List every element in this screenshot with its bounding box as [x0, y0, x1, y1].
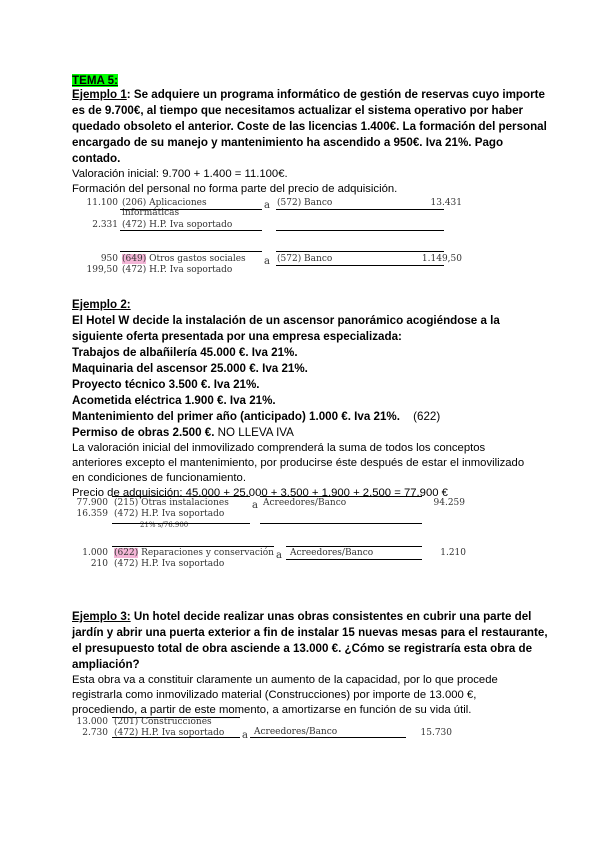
journal-entry-2-2: 1.000 (622) Reparaciones y conservación 210 (472) H.P. Iva soportado a Acreedores/Banco 1.210 — [82, 548, 466, 569]
journal-entry-2-1: 77.900 (215) Otras instalaciones 16.359 (472) H.P. Iva soportado 21% s/76.900 a Acreedores/Banco 94.259 — [76, 498, 465, 529]
example-2-text-3: Precio de adquisición: 45.000 + 25.000 + 3.500 + 1.900 + 2.500 = 77.900 € — [72, 487, 448, 499]
example-1-line-0: Ejemplo 1: Se adquiere un programa informático de gestión de reservas cuyo importe — [72, 88, 545, 101]
example-1-line-1: es de 9.700€, al tiempo que necesitamos actualizar el sistema operativo por haber — [72, 104, 524, 117]
example-3-line-1: jardín y abrir una puerta exterior a fin de instalar 15 nuevas mesas para el restaurante, — [72, 626, 548, 639]
entry-rule — [276, 251, 444, 252]
entry-rule — [276, 230, 444, 231]
example-3-text-0: Esta obra va a constituir claramente un aumento de la capacidad, por lo que procede — [72, 674, 498, 686]
entry-rule — [120, 209, 262, 210]
example-3-text-1: registrarla como inmovilizado material (Construcciones) por importe de 13.000 €, — [72, 689, 477, 701]
entry-rule — [276, 265, 444, 266]
section-title: TEMA 5: — [72, 74, 118, 87]
entry-rule — [112, 737, 240, 738]
entry-rule — [286, 546, 422, 547]
example-3-line-2: el presupuesto total de obra asciende a 13.000 €. ¿Cómo se registraría esta obra de — [72, 642, 533, 655]
entry-rule — [120, 230, 262, 231]
entry-rule — [112, 496, 250, 497]
example-3-line-3: ampliación? — [72, 658, 140, 671]
example-3-label: Ejemplo 3: — [72, 610, 131, 623]
example-1-line-3: encargado de su manejo y mantenimiento ha ascendido a 950€. Iva 21%. Pago — [72, 136, 504, 149]
example-2-line-4: Proyecto técnico 3.500 €. Iva 21%. — [72, 378, 260, 391]
example-2-line-2: Trabajos de albañilería 45.000 €. Iva 21%. — [72, 346, 298, 359]
entry-rule — [250, 737, 406, 738]
entry-rule — [112, 546, 274, 547]
example-2-text-0: La valoración inicial del inmovilizado comprenderá la suma de todos los conceptos — [72, 442, 486, 454]
example-2-label: Ejemplo 2: — [72, 298, 131, 311]
example-1-label: Ejemplo 1 — [72, 88, 127, 101]
entry-rule — [112, 523, 250, 524]
example-3-line-0: Ejemplo 3: Un hotel decide realizar unas obras consistentes en cubrir una parte del — [72, 610, 532, 623]
example-2-line-3: Maquinaria del ascensor 25.000 €. Iva 21%. — [72, 362, 308, 375]
example-2-mantenimiento: Mantenimiento del primer año (anticipado) 1.000 €. Iva 21%. (622) — [72, 410, 441, 423]
example-2-text-1: anteriores excepto el mantenimiento, por producirse éste después de estar el inmovilizado — [72, 457, 525, 469]
journal-entry-1-1: 11.100 (206) Aplicaciones informáticas 2.331 (472) H.P. Iva soportado a (572) Banco 13.431 — [86, 198, 462, 230]
example-3-text-2: procediendo, a partir de este momento, a amortizarse en función de su vida útil. — [72, 704, 472, 716]
example-1-text-1: Formación del personal no forma parte del precio de adquisición. — [72, 183, 398, 195]
example-2-permiso: Permiso de obras 2.500 €. NO LLEVA IVA — [72, 426, 294, 439]
entry-rule — [286, 559, 422, 560]
example-1-text-0: Valoración inicial: 9.700 + 1.400 = 11.100€. — [72, 168, 288, 180]
entry-rule — [260, 496, 422, 497]
example-2-line-5: Acometida eléctrica 1.900 €. Iva 21%. — [72, 394, 276, 407]
entry-rule — [120, 251, 262, 252]
example-1-line-2: quedado obsoleto el anterior. Coste de las licencias 1.400€. La formación del personal — [72, 120, 547, 133]
journal-entry-1-2: 950 (649) Otros gastos sociales 199,50 (472) H.P. Iva soportado a (572) Banco 1.149,50 — [86, 254, 462, 275]
example-2-text-2: en condiciones de funcionamiento. — [72, 472, 246, 484]
example-2-line-1: siguiente oferta presentada por una empresa especializada: — [72, 330, 402, 343]
entry-rule — [260, 523, 422, 524]
example-2-line-0: El Hotel W decide la instalación de un ascensor panorámico acogiéndose a la — [72, 314, 500, 327]
entry-rule — [276, 209, 444, 210]
example-1-line-4: contado. — [72, 152, 121, 165]
journal-entry-3-1: 13.000 (201) Construcciones 2.730 (472) H.P. Iva soportado a Acreedores/Banco 15.730 — [76, 717, 452, 741]
